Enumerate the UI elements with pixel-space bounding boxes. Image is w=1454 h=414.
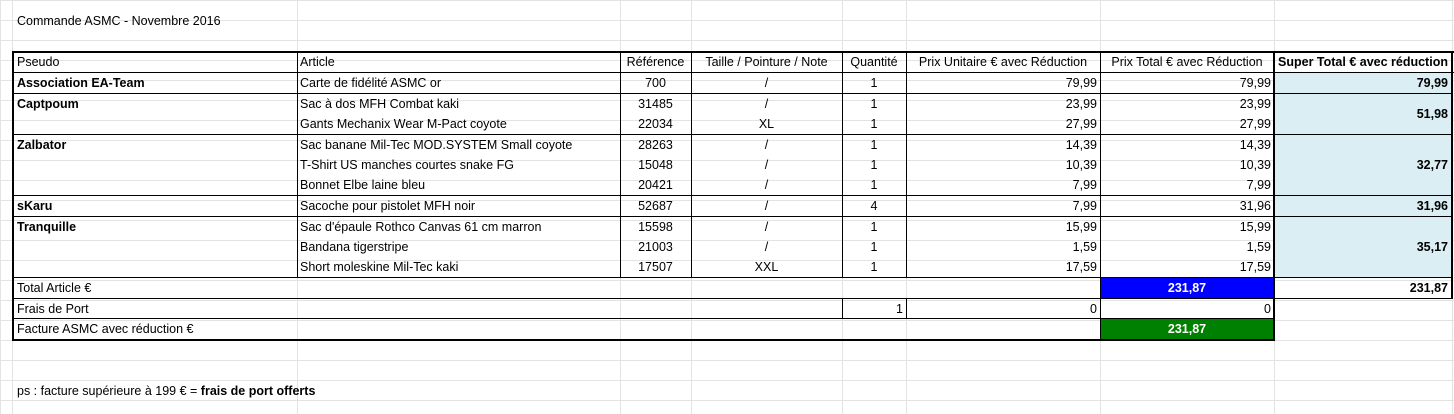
article-cell[interactable]: Short moleskine Mil-Tec kaki [300, 260, 459, 274]
border-line [620, 51, 621, 278]
article-cell[interactable]: Sac à dos MFH Combat kaki [300, 97, 460, 111]
prix-total-cell[interactable]: 79,99 [1239, 76, 1271, 90]
pseudo-cell[interactable] [14, 114, 297, 134]
article-cell[interactable]: Sacoche pour pistolet MFH noir [300, 199, 476, 213]
frais-port-prix-unitaire[interactable]: 0 [1090, 302, 1097, 316]
header-pseudo[interactable]: Pseudo [17, 55, 60, 69]
border-line [12, 318, 1274, 319]
super-total-cell[interactable]: 51,98 [1275, 94, 1451, 134]
border-line [1274, 93, 1452, 94]
border-line [12, 216, 1452, 217]
border-line [12, 277, 1452, 278]
prix-unitaire-cell[interactable]: 27,99 [1065, 117, 1097, 131]
pseudo-cell[interactable]: Tranquille [17, 220, 77, 234]
pseudo-cell[interactable] [14, 155, 297, 175]
frais-port-quantite[interactable]: 1 [896, 302, 903, 316]
quantite-cell[interactable]: 1 [870, 76, 878, 90]
facture-label[interactable]: Facture ASMC avec réduction € [17, 322, 194, 336]
quantite-cell[interactable]: 1 [870, 178, 878, 192]
prix-total-cell[interactable]: 15,99 [1239, 220, 1271, 234]
reference-cell[interactable]: 52687 [638, 199, 673, 213]
prix-unitaire-cell[interactable]: 79,99 [1065, 76, 1097, 90]
frais-port-label[interactable]: Frais de Port [17, 302, 89, 316]
border-line [12, 72, 1454, 73]
pseudo-cell[interactable]: Zalbator [17, 138, 67, 152]
quantite-cell[interactable]: 1 [870, 158, 878, 172]
border-line [12, 339, 1275, 341]
article-cell[interactable]: Carte de fidélité ASMC or [300, 76, 442, 90]
article-cell[interactable]: Bonnet Elbe laine bleu [300, 178, 426, 192]
header-reference[interactable]: Référence [626, 55, 685, 69]
prix-unitaire-cell[interactable]: 10,39 [1065, 158, 1097, 172]
border-line [12, 195, 1452, 196]
article-cell[interactable]: Gants Mechanix Wear M-Pact coyote [300, 117, 507, 131]
prix-unitaire-cell[interactable]: 1,59 [1072, 240, 1097, 254]
taille-cell[interactable]: / [764, 199, 769, 213]
border-line [297, 51, 298, 278]
sheet-title[interactable]: Commande ASMC - Novembre 2016 [17, 14, 221, 28]
footnote[interactable] [17, 381, 315, 401]
pseudo-cell[interactable]: Captpoum [17, 97, 79, 111]
border-line [842, 298, 843, 319]
border-line [1100, 51, 1101, 341]
prix-total-cell[interactable]: 10,39 [1239, 158, 1271, 172]
reference-cell[interactable]: 21003 [638, 240, 673, 254]
prix-total-cell[interactable]: 14,39 [1239, 138, 1271, 152]
border-line [12, 134, 1452, 135]
quantite-cell[interactable]: 1 [870, 220, 878, 234]
header-quantite[interactable]: Quantité [850, 55, 898, 69]
header-taille[interactable]: Taille / Pointure / Note [705, 55, 828, 69]
prix-total-cell[interactable]: 17,59 [1239, 260, 1271, 274]
super-total-cell[interactable]: 35,17 [1275, 217, 1451, 277]
prix-unitaire-cell[interactable]: 14,39 [1065, 138, 1097, 152]
article-cell[interactable]: T-Shirt US manches courtes snake FG [300, 158, 514, 172]
prix-unitaire-cell[interactable]: 7,99 [1072, 199, 1097, 213]
taille-cell[interactable]: / [764, 220, 769, 234]
prix-total-cell[interactable]: 27,99 [1239, 117, 1271, 131]
border-line [906, 298, 907, 319]
quantite-cell[interactable]: 1 [870, 138, 878, 152]
taille-cell[interactable]: / [764, 178, 769, 192]
pseudo-cell[interactable] [14, 257, 297, 277]
taille-cell[interactable]: XL [758, 117, 775, 131]
header-prix-total[interactable]: Prix Total € avec Réduction [1111, 55, 1263, 69]
border-line [842, 51, 843, 278]
prix-unitaire-cell[interactable]: 23,99 [1065, 97, 1097, 111]
taille-cell[interactable]: / [764, 138, 769, 152]
quantite-cell[interactable]: 1 [870, 117, 878, 131]
prix-total-cell[interactable]: 23,99 [1239, 97, 1271, 111]
prix-total-cell[interactable]: 7,99 [1246, 178, 1271, 192]
pseudo-cell[interactable] [14, 175, 297, 195]
reference-cell[interactable]: 700 [645, 76, 666, 90]
header-prix-unitaire[interactable]: Prix Unitaire € avec Réduction [918, 55, 1088, 69]
quantite-cell[interactable]: 4 [870, 199, 878, 213]
reference-cell[interactable]: 20421 [638, 178, 673, 192]
footnote-bold: frais de port offerts [200, 384, 316, 398]
footnote-text: ps : facture supérieure à 199 € = [17, 384, 201, 398]
super-total-cell[interactable]: 79,99 [1275, 73, 1451, 93]
frais-port-prix-total[interactable]: 0 [1264, 302, 1271, 316]
header-super-total[interactable]: Super Total € avec réduction [1278, 55, 1448, 69]
taille-cell[interactable]: / [764, 240, 769, 254]
reference-cell[interactable]: 15048 [638, 158, 673, 172]
border-line [1274, 298, 1452, 299]
total-super-value[interactable]: 231,87 [1409, 281, 1448, 295]
article-cell[interactable]: Sac banane Mil-Tec MOD.SYSTEM Small coyote [300, 138, 573, 152]
super-total-cell[interactable]: 32,77 [1275, 135, 1451, 195]
reference-cell[interactable]: 15598 [638, 220, 673, 234]
prix-unitaire-cell[interactable]: 17,59 [1065, 260, 1097, 274]
reference-cell[interactable]: 31485 [638, 97, 673, 111]
pseudo-cell[interactable]: sKaru [17, 199, 53, 213]
taille-cell[interactable]: XXL [754, 260, 779, 274]
pseudo-cell[interactable]: Association EA-Team [17, 76, 145, 90]
reference-cell[interactable]: 17507 [638, 260, 673, 274]
pseudo-cell[interactable] [14, 237, 297, 257]
border-line [12, 51, 14, 341]
article-cell[interactable]: Sac d'épaule Rothco Canvas 61 cm marron [300, 220, 542, 234]
prix-total-cell[interactable]: 31,96 [1239, 199, 1271, 213]
taille-cell[interactable]: / [764, 97, 769, 111]
quantite-cell[interactable]: 1 [870, 97, 878, 111]
reference-cell[interactable]: 22034 [638, 117, 673, 131]
quantite-cell[interactable]: 1 [870, 260, 878, 274]
quantite-cell[interactable]: 1 [870, 240, 878, 254]
facture-value[interactable]: 231,87 [1101, 319, 1273, 339]
prix-total-cell[interactable]: 1,59 [1246, 240, 1271, 254]
header-article[interactable]: Article [300, 55, 335, 69]
taille-cell[interactable]: / [764, 76, 769, 90]
total-article-label[interactable]: Total Article € [17, 281, 92, 295]
prix-unitaire-cell[interactable]: 7,99 [1072, 178, 1097, 192]
reference-cell[interactable]: 28263 [638, 138, 673, 152]
prix-unitaire-cell[interactable]: 15,99 [1065, 220, 1097, 234]
border-line [1273, 51, 1275, 341]
total-article-value[interactable]: 231,87 [1101, 278, 1273, 298]
article-cell[interactable]: Bandana tigerstripe [300, 240, 409, 254]
border-line [691, 51, 692, 278]
border-line [12, 51, 1454, 53]
border-line [12, 93, 1274, 94]
border-line [12, 298, 1274, 299]
taille-cell[interactable]: / [764, 158, 769, 172]
super-total-cell[interactable]: 31,96 [1275, 196, 1451, 216]
border-line [1451, 51, 1453, 299]
border-line [906, 51, 907, 278]
